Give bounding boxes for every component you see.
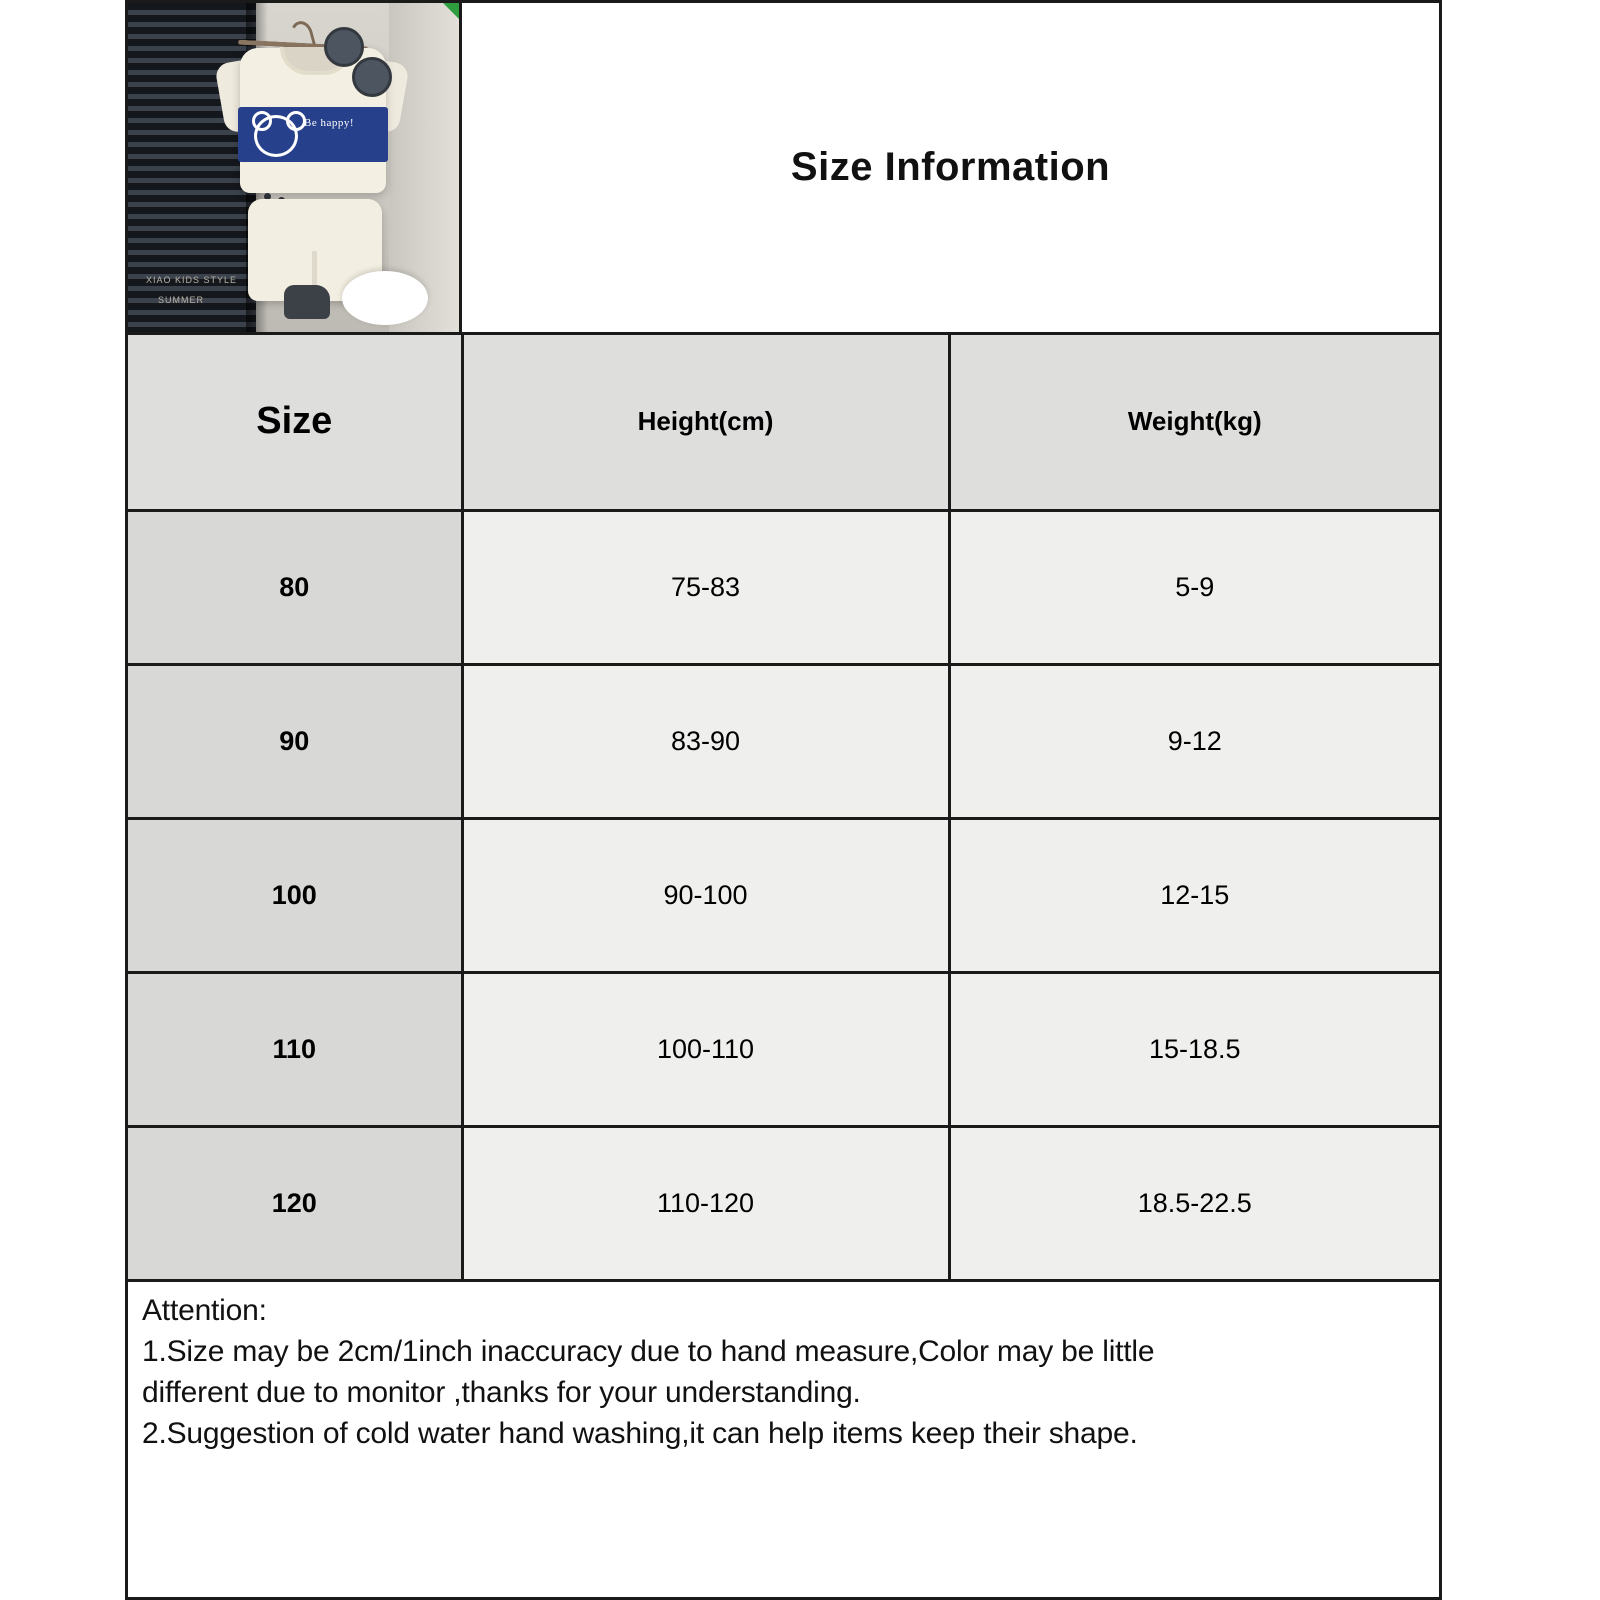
table-row [128, 818, 1439, 972]
column-header-weight: Weight(kg) [949, 335, 1439, 510]
attention-line-1: 1.Size may be 2cm/1inch inaccuracy due to hand measure,Color may be little [142, 1334, 1155, 1368]
attention-heading: Attention: [142, 1293, 267, 1327]
cell-size: 90 [128, 664, 462, 818]
attention-line-3: 2.Suggestion of cold water hand washing,it can help items keep their shape. [142, 1416, 1138, 1450]
cell-height: 100-110 [462, 972, 949, 1126]
cell-size: 110 [128, 972, 462, 1126]
cell-weight: 9-12 [949, 664, 1439, 818]
sunglasses-icon [324, 21, 398, 95]
shoe-prop [284, 285, 330, 319]
attention-block [128, 1282, 1439, 1454]
attention-line-2: different due to monitor ,thanks for your understanding. [142, 1375, 861, 1409]
page-title: Size Information [790, 145, 1111, 189]
cell-height: 83-90 [462, 664, 949, 818]
photo-watermark-line1: XIAO KIDS STYLE [146, 275, 238, 285]
size-table [128, 335, 1439, 1282]
cell-height: 90-100 [462, 818, 949, 972]
cell-height: 110-120 [462, 1126, 949, 1280]
green-corner-marker [442, 3, 460, 20]
size-chart-sheet [125, 0, 1442, 1600]
table-row [128, 1126, 1439, 1280]
white-plate-prop [342, 271, 428, 325]
cell-weight: 18.5-22.5 [949, 1126, 1439, 1280]
product-photo [128, 3, 462, 332]
column-header-size: Size [128, 335, 462, 510]
column-header-height: Height(cm) [462, 335, 949, 510]
cell-weight: 12-15 [949, 818, 1439, 972]
cell-size: 80 [128, 510, 462, 664]
table-row [128, 972, 1439, 1126]
photo-watermark-line2: SUMMER [158, 295, 204, 305]
cell-size: 100 [128, 818, 462, 972]
header-band [128, 3, 1439, 335]
bear-ear-left-icon [252, 111, 272, 131]
cell-weight: 15-18.5 [949, 972, 1439, 1126]
cell-weight: 5-9 [949, 510, 1439, 664]
bear-ear-right-icon [286, 111, 306, 131]
title-cell [462, 3, 1439, 332]
shirt-print-text: Be happy! [304, 117, 355, 129]
table-header-row [128, 335, 1439, 510]
cell-size: 120 [128, 1126, 462, 1280]
table-row [128, 664, 1439, 818]
table-row [128, 510, 1439, 664]
cell-height: 75-83 [462, 510, 949, 664]
